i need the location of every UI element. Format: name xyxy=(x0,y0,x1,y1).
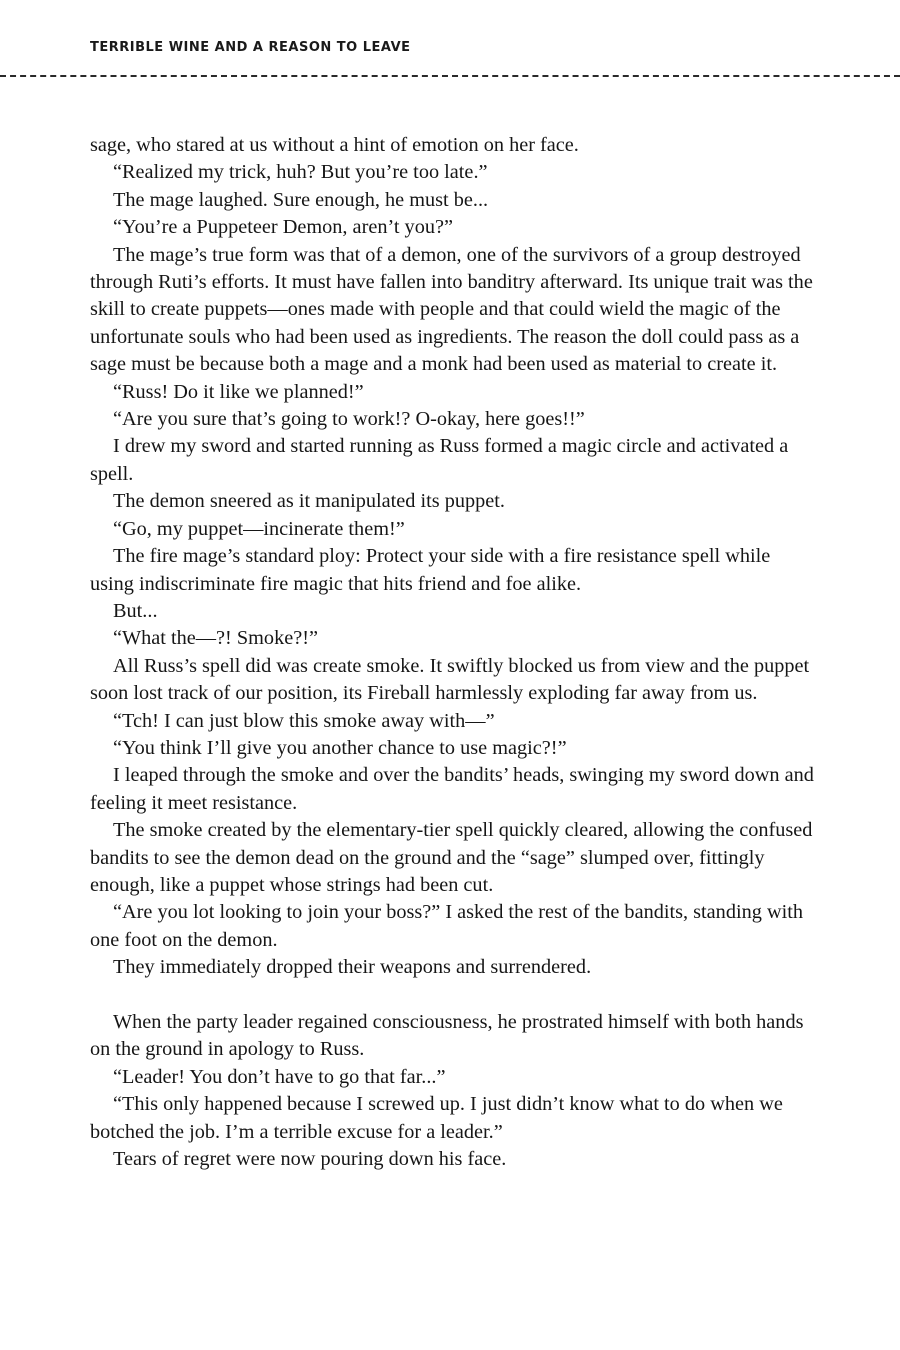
paragraph: “You’re a Puppeteer Demon, aren’t you?” xyxy=(113,216,453,239)
paragraph: “Are you lot looking to join your boss?” I asked the rest of the bandits, standing with one foot on the demon. xyxy=(90,901,804,951)
paragraph-scene-break: When the party leader regained consciousness, he prostrated himself with both hands on the ground in apology to Russ. xyxy=(90,1010,804,1061)
paragraph: “You think I’ll give you another chance to use magic?!” xyxy=(113,736,567,759)
paragraph: “Realized my trick, huh? But you’re too late.” xyxy=(113,161,488,184)
paragraph: I leaped through the smoke and over the bandits’ heads, swinging my sword down and feeling it meet resistance. xyxy=(90,764,814,814)
paragraph: All Russ’s spell did was create smoke. It swiftly blocked us from view and the puppet soon lost track of our position, its Fireball harmlessly exploding far away from us. xyxy=(90,654,810,705)
paragraph: I drew my sword and started running as Russ formed a magic circle and activated a spell. xyxy=(90,435,789,485)
paragraph: sage, who stared at us without a hint of emotion on her face. xyxy=(90,134,579,156)
body-text xyxy=(90,132,815,1173)
paragraph: The smoke created by the elementary-tier spell quickly cleared, allowing the confused bandits to see the demon dead on the ground and the “sage” slumped over, fittingly enough, like a puppet whose strings had been cut. xyxy=(90,819,813,896)
header-dashed-divider xyxy=(0,75,900,77)
paragraph: “Are you sure that’s going to work!? O-okay, here goes!!” xyxy=(113,408,585,431)
paragraph: “Tch! I can just blow this smoke away with—” xyxy=(113,709,495,732)
running-head-title: TERRIBLE WINE AND A REASON TO LEAVE xyxy=(90,40,411,55)
paragraph: “Leader! You don’t have to go that far...” xyxy=(113,1065,446,1088)
paragraph: The mage laughed. Sure enough, he must be... xyxy=(113,188,489,211)
paragraph: They immediately dropped their weapons and surrendered. xyxy=(113,956,592,979)
paragraph: “Go, my puppet—incinerate them!” xyxy=(113,517,405,540)
paragraph: The mage’s true form was that of a demon, one of the survivors of a group destroyed through Ruti’s efforts. It must have fallen into banditry afterward. Its unique trait was the skill to create puppets—ones made with people and that could wield the magic of the unfortunate souls who had been used as ingredients. The reason the doll could pass as a sage must be because both a mage and a monk had been used as material to create it. xyxy=(90,243,813,376)
paragraph: But... xyxy=(113,599,158,622)
paragraph: Tears of regret were now pouring down his face. xyxy=(113,1148,507,1171)
paragraph: “Russ! Do it like we planned!” xyxy=(113,380,364,403)
paragraph: “This only happened because I screwed up. I just didn’t know what to do when we botched the job. I’m a terrible excuse for a leader.” xyxy=(90,1093,783,1143)
paragraph: The fire mage’s standard ploy: Protect your side with a fire resistance spell while using indiscriminate fire magic that hits friend and foe alike. xyxy=(90,545,771,595)
paragraph: The demon sneered as it manipulated its puppet. xyxy=(113,490,505,513)
paragraph: “What the—?! Smoke?!” xyxy=(113,627,318,650)
